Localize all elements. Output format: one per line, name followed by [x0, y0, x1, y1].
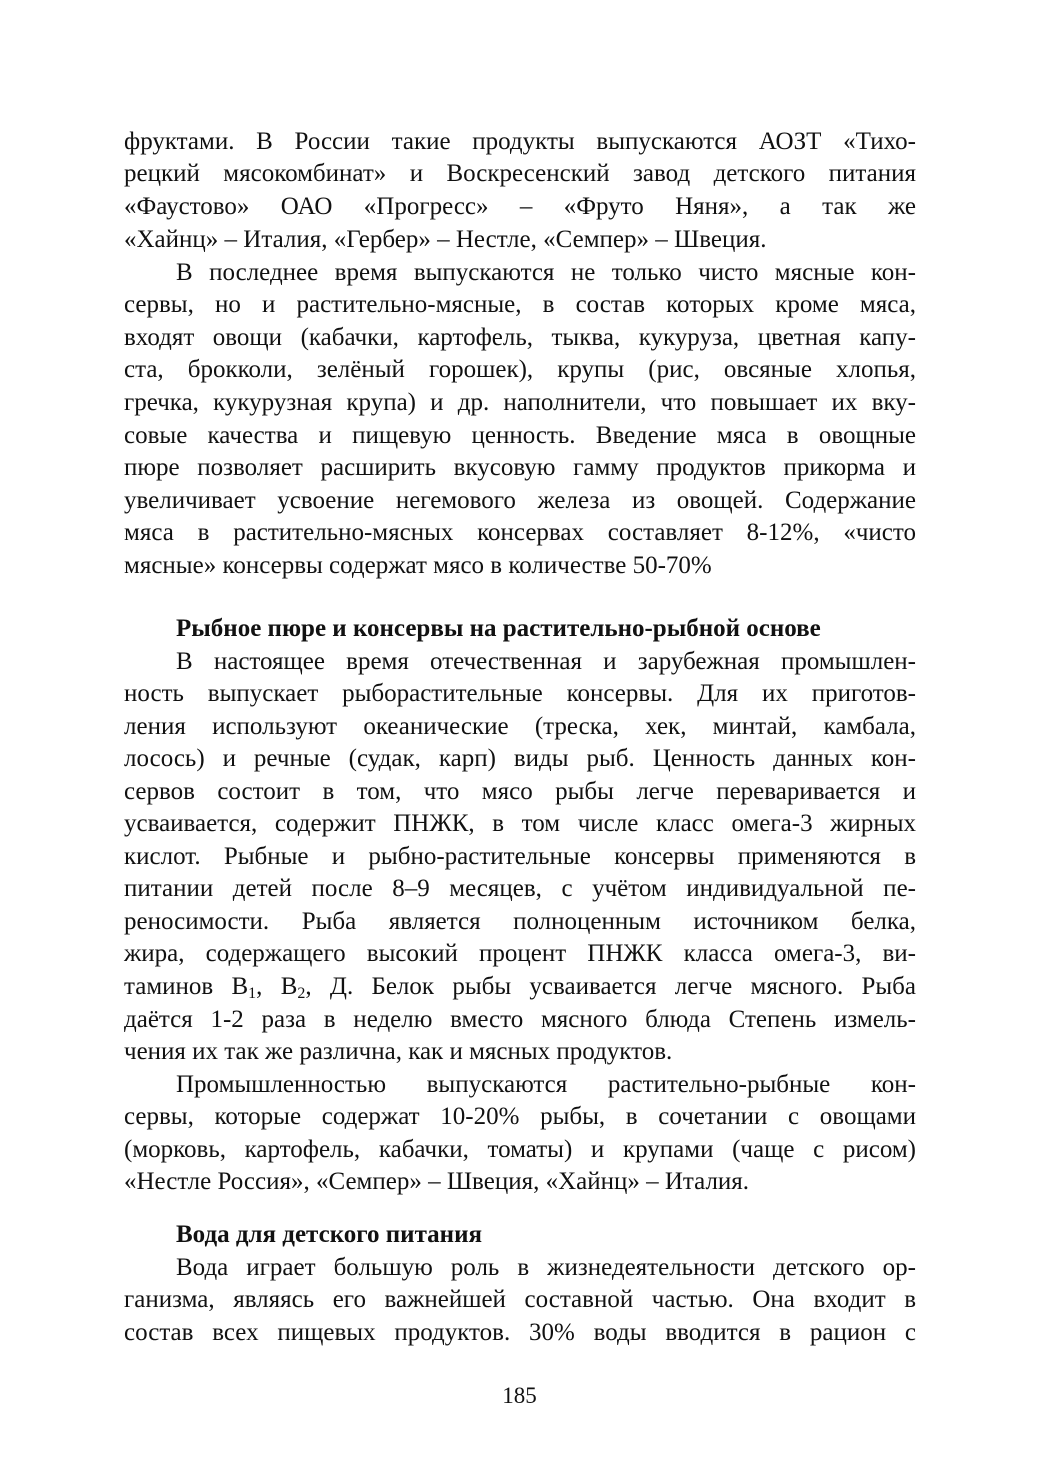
text-line: увеличивает усвоение негемового железа из овощей. Содержание: [124, 487, 916, 514]
text-line: состав всех пищевых продуктов. 30% воды вводится в рацион с: [124, 1319, 916, 1346]
text-line: реносимости. Рыба является полноценным источником белка,: [124, 908, 916, 935]
text-line: даётся 1-2 раза в неделю вместо мясного блюда Степень измель-: [124, 1006, 916, 1033]
text-line: сервов состоит в том, что мясо рыбы легче переваривается и: [124, 778, 916, 805]
text-line: ганизма, являясь его важнейшей составной частью. Она входит в: [124, 1286, 916, 1313]
text-line: жира, содержащего высокий процент ПНЖК класса омега-3, ви-: [124, 940, 916, 967]
text-line: ления используют океанические (треска, хек, минтай, камбала,: [124, 713, 916, 740]
text-line-vitamins: [124, 971, 916, 1004]
section-heading-water: Вода для детского питания: [176, 1221, 483, 1248]
text-line: Промышленностью выпускаются растительно-рыбные кон-: [176, 1071, 916, 1098]
section-heading-fish: Рыбное пюре и консервы на растительно-рыбной основе: [176, 615, 821, 642]
text-line: лосось) и речные (судак, карп) виды рыб. Ценность данных кон-: [124, 745, 916, 772]
subscript: 1: [248, 985, 257, 1002]
text-line: сервы, но и растительно-мясные, в состав которых кроме мяса,: [124, 291, 916, 318]
text-line: фруктами. В России такие продукты выпускаются АОЗТ «Тихо-: [124, 128, 916, 155]
text-line: гречка, кукурузная крупа) и др. наполнители, что повышает их вку-: [124, 389, 916, 416]
text-line: ность выпускает рыборастительные консервы. Для их приготов-: [124, 680, 916, 707]
text-line: «Нестле Россия», «Семпер» – Швеция, «Хайнц» – Италия.: [124, 1168, 750, 1195]
text-line: кислот. Рыбные и рыбно-растительные консервы применяются в: [124, 843, 916, 870]
text-line: совые качества и пищевую ценность. Введение мяса в овощные: [124, 422, 916, 449]
text-line: В последнее время выпускаются не только чисто мясные кон-: [176, 259, 916, 286]
text-line: В настоящее время отечественная и зарубежная промышлен-: [176, 648, 916, 675]
subscript: 2: [297, 985, 306, 1002]
text-line: сервы, которые содержат 10-20% рыбы, в сочетании с овощами: [124, 1103, 916, 1130]
text-line: чения их так же различна, как и мясных продуктов.: [124, 1038, 673, 1065]
text-line: пюре позволяет расширить вкусовую гамму продуктов прикорма и: [124, 454, 916, 481]
text-line: ста, брокколи, зелёный горошек), крупы (рис, овсяные хлопья,: [124, 356, 916, 383]
text-line: питании детей после 8–9 месяцев, с учётом индивидуальной пе-: [124, 875, 916, 902]
text-line: усваивается, содержит ПНЖК, в том числе класс омега-3 жирных: [124, 810, 916, 837]
text-line: рецкий мясокомбинат» и Воскресенский завод детского питания: [124, 160, 916, 187]
text-fragment: , В: [256, 973, 298, 1000]
text-line: «Фаустово» ОАО «Прогресс» – «Фруто Няня», а так же: [124, 193, 916, 220]
text-fragment: , Д. Белок рыбы усваивается легче мясного. Рыба: [305, 973, 916, 1000]
text-line: входят овощи (кабачки, картофель, тыква, кукуруза, цветная капу-: [124, 324, 916, 351]
text-line: мясные» консервы содержат мясо в количестве 50-70%: [124, 552, 712, 579]
text-line: мяса в растительно-мясных консервах составляет 8-12%, «чисто: [124, 519, 916, 546]
text-line: «Хайнц» – Италия, «Гербер» – Нестле, «Семпер» – Швеция.: [124, 226, 767, 253]
text-line: Вода играет большую роль в жизнедеятельности детского ор-: [176, 1254, 916, 1281]
text-line: (морковь, картофель, кабачки, томаты) и крупами (чаще с рисом): [124, 1136, 916, 1163]
text-fragment: таминов В: [124, 973, 249, 1000]
page-number: 185: [502, 1383, 537, 1408]
